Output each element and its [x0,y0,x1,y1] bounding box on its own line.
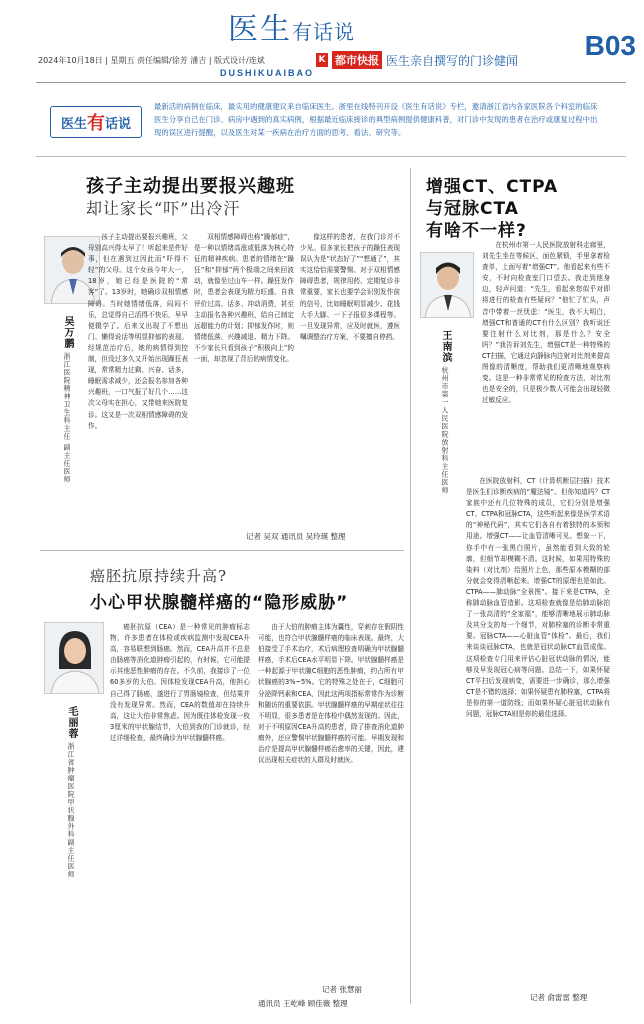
section-title-small: 有话说 [292,20,355,44]
article2-col2: 在医院放射科，CT（计算机断层扫描）技术是医生们诊断疾病的“魔法镜”。但你知道吗？CT家族中还有几位特殊的成员，它们分别是增强CT、CTPA和冠脉CTA，这些听起来像是医学术语的“神秘代码”，其实它们各自有着独特的本领和用途。增强CT——让血管清晰可见。想象一下，你手中有一张黑白照片，虽然能看到大致的轮廓，但细节却模糊不清。这时候，如果用特殊的染料（对比剂）给照片上色，那些原本模糊的部分就会变得清晰起来。增强CT的原理也是如此。CTPA——肺动脉“全景图”。接下来是CTPA，全称肺动脉血管造影。这项检查就像是给肺动脉拍了一张高清的“全家福”，能够清晰地展示肺动脉及其分支的每一个细节，对肺栓塞的诊断非常重要。冠脉CTA——心脏血管“体检”。最后，我们来谈谈冠脉CTA，也就是冠状动脉CT血管成像。这项检查专门用来评估心脏冠状动脉的情况，能够及早发现冠心病等问题。总结一下，如果怀疑CT平扫后发现病变，需要进一步确诊，那么增强CT是不错的选择；如果怀疑患有肺栓塞，CTPA将是你的第一道防线；而如果怀疑心脏冠状动脉有问题，冠脉CTA则是你的最佳选择。 [466,477,610,718]
doctor-title: 浙江医院精神卫生科主任 副主任医师 [63,352,71,484]
doctor-portrait-icon [421,253,474,318]
article1-col2: 双相情感障碍也称“躁郁症”，是一种以情绪高涨或低落为核心特征的精神疾病。患者的情绪在“躁狂”和“抑郁”两个极端之间来回波动，就像坐过山车一样。躁狂发作时，患者会表现为精力旺盛、自我评价过高、话多、冲动消费，甚至主动报名各种兴趣班，给自己制定远超能力的计划；抑郁发作时，则情绪低落、兴趣减退、精力下降。不少家长只看到孩子“积极向上”的一面，却忽视了背后的病情变化。 [194,233,294,364]
section-title-main: 医生 [228,12,292,47]
doctor-title: 浙江省肿瘤医院甲状腺外科副主任医师 [67,742,75,879]
column-logo-prefix: 医生 [60,116,87,132]
article3-reporter: 记者 张慧丽 [322,985,362,994]
paper-logo-icon: K [316,53,328,67]
doctor-portrait-mao [44,622,104,694]
article2-reporter: 记者 俞雷雷 整理 [530,993,588,1002]
article1-col3: 像这样的患者，在我门诊并不少见。很多家长把孩子的躁狂表现误认为是“状态好了”“想通了”，其实这恰恰需要警惕。对于双相情感障碍患者，规律用药、定期复诊非常重要，家长也要学会识别发作前的信号，比如睡眠明显减少、花钱大手大脚、一下子报很多课程等。一旦发现异常，应及时就医，遵医嘱调整治疗方案，不要擅自停药。 [300,233,400,341]
doctor-byline-mao [64,706,79,906]
doctor-byline-wang [438,330,453,520]
doctor-name: 毛丽蓉 [66,706,77,739]
masthead [0,0,644,88]
column-divider [410,168,411,1004]
article1-headline: 孩子主动提出要报兴趣班 [86,176,295,197]
column-logo-big: 有 [87,113,105,134]
paper-slogan: 医生亲自撰写的门诊健闻 [386,53,519,68]
doctor-name: 王南滨 [440,330,451,363]
column-logo-suffix: 话说 [105,116,132,132]
header-divider [36,82,626,83]
article3-headline: 癌胚抗原持续升高? [90,567,228,585]
doctor-name: 吴万鹏 [62,316,73,349]
intro-divider [36,156,626,157]
article1-subhead: 却让家长“吓”出冷汗 [86,199,241,218]
article2-col1: 在杭州市第一人民医院放射科走廊里，刘先生坐在等候区，面色紧锁，手里拿着检查单，上面写着“增强CT”。他看起来有些不安，不时向检查室门口望去。我走到他身边，轻声问道：“先生，看起来您似乎对即将进行的检查有些疑问？”他忙了忙头，声音中带着一丝忧虑：“医生，我不大明白，增强CT和普通的CT有什么区别？我听说还要注射什么对比剂，那是什么？安全吗？”我告诉刘先生，增强CT是一种特殊的CT扫描，它通过向静脉内注射对比剂来提高图像的清晰度，帮助我们更清晰地观察病变。这是一种非常常见的检查方法，对比剂也是安全的，只是极少数人可能会出现轻微过敏反应。 [482,241,610,405]
article3-col2: 由于大伯的肿瘤主体为囊性，穿刺存在假阴性可能，也符合甲状腺髓样癌的临床表现。最终，大伯接受了手术治疗，术后病理检查明确为甲状腺髓样癌，手术后CEA水平明显下降。甲状腺髓样癌是一种起源于甲状腺C细胞的恶性肿瘤，约占所有甲状腺癌的3%~5%。它的特殊之处在于，C细胞可分泌降钙素和CEA，因此这两项指标常常作为诊断和随访的重要依据。甲状腺髓样癌的早期症状往往不明显，很多患者是在体检中偶然发现的。因此，对于不明原因CEA升高的患者，除了排查消化道肿瘤外，还应警惕甲状腺髓样癌的可能。早期发现和治疗是提高甲状腺髓样癌治愈率的关键，因此，建议出现相关症状的人群及时就医。 [258,623,404,765]
article-divider [40,550,404,551]
doctor-portrait-wang [420,252,474,318]
paper-brand [316,51,518,69]
article3-col1: 癌胚抗原（CEA）是一种常见的肿瘤标志物，许多患者在体检或疾病监测中发现CEA升高，容易联想到肠癌。然而，CEA升高并不总是由肠癌等消化道肿瘤引起的，有时候，它可能提示其他恶性肿瘤的存在。不久前，我接诊了一位60多岁的大伯。因体检发现CEA升高，他担心自己得了肠癌，遂进行了胃肠镜检查，但结果并没有发现异常。然而，CEA的数值却在持续升高，这让大伯非常焦虑。因为既往体检发现一枚3厘米的甲状腺结节，大伯到我的门诊就诊，经过详细检查，最终确诊为甲状腺髓样癌。 [110,623,250,742]
article3-reporter-2: 通讯员 王屹峰 顾佳薇 整理 [258,999,348,1008]
column-logo [50,106,142,138]
article3-subhead: 小心甲状腺髓样癌的“隐形威胁” [90,593,349,613]
article1-reporter: 记者 吴双 通讯员 吴玲瑛 整理 [246,532,346,541]
article2-headline-line3: 有啥不一样? [426,221,527,241]
paper-name: 都市快报 [332,51,382,69]
issue-meta: 2024年10月18日 | 星期五 责任编辑/徐芳 潘吉 | 版式设计/连斌 [38,56,265,65]
article2-headline-line2: 与冠脉CTA [426,199,519,219]
column-intro-text: 最新活的病例在临床，最实用的健康建议来自临床医生。浙里在线特刊开设《医生有话说》专栏，邀请浙江省内各家医院各个科室的临床医生分享自己在门诊、病房中遇到的真实病例，根据最近临床接诊的典型病例提供健康科普，对门诊中发现的患者在治疗或康复过程中出现的误区进行提醒，以及医生对某一疾病在治疗方面的思考、看法、研究等。 [154,102,598,137]
section-title [228,4,355,48]
doctor-byline-wu [60,316,75,486]
doctor-title: 杭州市第一人民医院放射科主任医师 [441,366,449,495]
doctor-portrait-icon [45,623,104,694]
article2-headline-line1: 增强CT、CTPA [426,177,559,197]
page-number: B03 [584,30,636,61]
brand-pinyin: DUSHIKUAIBAO [220,68,315,78]
article1-col1: 孩子主动提出要报兴趣班，父母别高兴得太早了！听起来是件好事，但在遇到过因此而“吓得不轻”的父母。这个女孩今年大一，18岁，她已经是医院的“常客”了。13岁时，她确诊双相情感障碍。当时她情绪低落，闷闷不乐，总觉得自己活得不快乐，早早便辍学了。后来又出现了不想出门、懒得说话等明显抑郁的表现。经规范治疗后，她的病情得到控制，但没过多久又开始出现躁狂表现，常常精力过剩、兴奋、话多，睡眠需求减少，还会报名参加各种兴趣班，一口气报了好几个……这次父母实在担心，又带她来医院复诊。这又是一次双相情感障碍的发作。 [88,233,188,430]
column-intro [50,100,610,144]
